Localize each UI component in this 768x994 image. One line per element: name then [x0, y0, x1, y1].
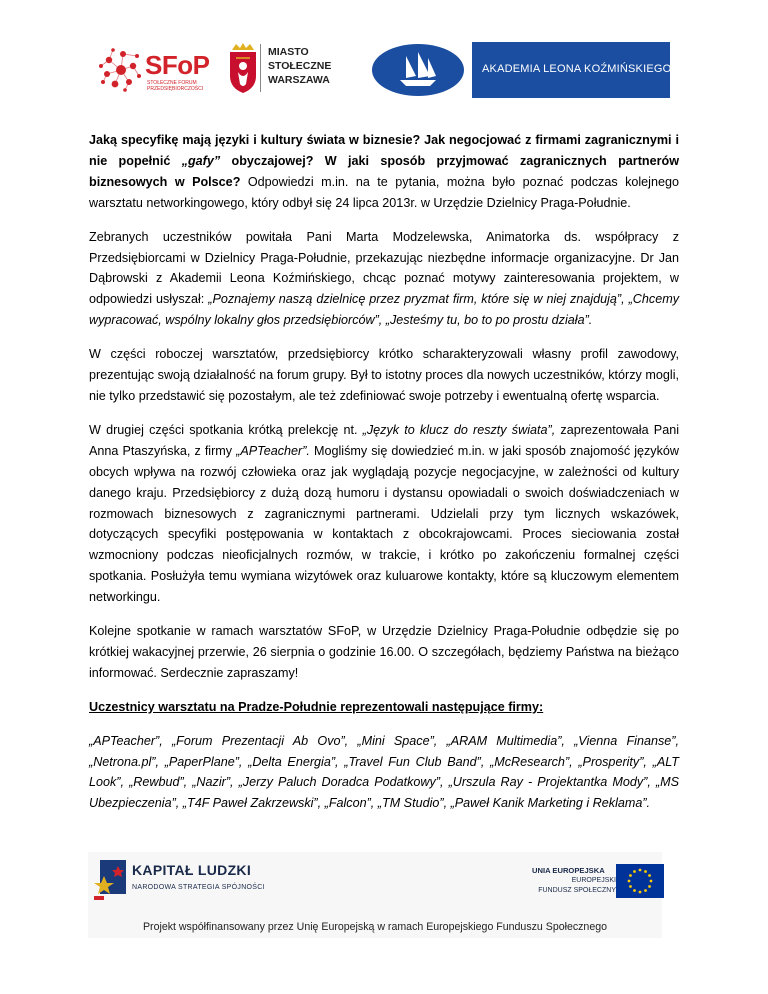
- intro-question-gafy: „gafy”: [181, 153, 221, 168]
- intro-question-2: obyczajowej? W jaki sposób przyjmować zagranicznych partnerów biznesowych w Polsce?: [89, 153, 679, 189]
- kapital-ludzki-subtitle: NARODOWA STRATEGIA SPÓJNOŚCI: [132, 884, 265, 891]
- eu-star: [644, 889, 647, 892]
- paragraph-lecture: [89, 420, 679, 608]
- participants-heading: Uczestnicy warsztatu na Pradze-Południe reprezentowali następujące firmy:: [89, 699, 544, 714]
- alk-name: AKADEMIA LEONA KOŹMIŃSKIEGO: [482, 63, 672, 75]
- lecture-e: Mogliśmy się dowiedzieć m.in. w jaki sposób znajomość języków obcych wpływa na rozwój człowieka oraz jak wyglądają pozycje negocjacyjne, w zależności od kultury danego kraju. Przedsiębiorcy z dużą dozą humoru i dystansu opowiadali o swoich doświadczeniach w rozmowach biznesowych z zagranicznymi partnerami. Udzielali przy tym licznych wskazówek, dotyczących specyfiki postępowania w kontaktach z obcokrajowcami. Proces sieciowania został wzmocniony podczas nieoficjalnych rozmów, w trakcie, i krótko po zakończeniu formalnej części spotkania. Posłużyła temu wymiana wizytówek oraz kuluarowe kontakty, które są kluczowym elementem networkingu.: [89, 443, 679, 605]
- kapital-ludzki-star-icon: [90, 856, 130, 904]
- warsaw-line1: MIASTO: [268, 46, 309, 58]
- warsaw-coat-of-arms-icon: [226, 42, 260, 94]
- lecture-company: „APTeacher”.: [236, 443, 310, 458]
- sfop-sub2: PRZEDSIĘBIORCZOŚCI: [147, 86, 204, 92]
- warsaw-line2: STOŁECZNE: [268, 60, 332, 72]
- welcome-text: Zebranych uczestników powitała Pani Marta Modzelewska, Animatorka ds. współpracy z Przedsiębiorcami w Dzielnicy Praga-Południe, przekazując niezbędne informacje organizacyjne. Dr Jan Dąbrowski z Akademii Leona Koźmińskiego, chcąc poznać motywy zainteresowania projektem, w odpowiedzi usłyszał:: [89, 229, 679, 307]
- eu-star: [644, 870, 647, 873]
- eu-star: [648, 885, 651, 888]
- lecture-title: „Język to klucz do reszty świata”,: [362, 422, 556, 437]
- project-cofinanced-note: Projekt współfinansowany przez Unię Europejską w ramach Europejskiego Funduszu Społecznego: [142, 921, 608, 933]
- warsaw-line3: WARSZAWA: [268, 74, 330, 86]
- eu-star: [633, 889, 636, 892]
- sfop-name: SFoP: [145, 50, 210, 80]
- sfop-sub1: STOŁECZNE FORUM: [147, 80, 197, 86]
- lecture-c: zaprezentowała Pani Anna Ptaszyńska, z firmy: [89, 422, 680, 458]
- eu-star: [628, 880, 631, 883]
- eu-star: [629, 874, 632, 877]
- intro-question-1: Jaką specyfikę mają języki i kultury świata w biznesie? Jak negocjować z firmami zagranicznymi i nie popełnić: [89, 133, 679, 168]
- welcome-quotes: „Poznajemy naszą dzielnicę przez pryzmat firm, które się w niej znajdują”, „Chcemy wypracować, wspólny lokalny głos przedsiębiorców”, „Jesteśmy tu, bo to po prostu działa”.: [89, 292, 679, 328]
- eu-star: [639, 869, 642, 872]
- alk-banner: [472, 42, 670, 98]
- paragraph-intro: [89, 130, 679, 214]
- sfop-logo: [95, 44, 213, 96]
- footer-eu-banner: [88, 852, 662, 938]
- warsaw-logo: [226, 42, 356, 98]
- paragraph-workshop: W części roboczej warsztatów, przedsiębiorcy krótko scharakteryzowali własny profil zawodowy, prezentując swoją działalność na forum grupy. Był to istotny proces dla nowych uczestników, którzy mogli, nie tylko przedstawić się pozostałym, ale też zdefiniować swoje potrzeby i ewentualną ofertę wsparcia.: [89, 347, 679, 403]
- eu-star: [629, 885, 632, 888]
- paragraph-welcome: [89, 227, 679, 332]
- ship-emblem-icon: [370, 42, 470, 98]
- ue-title: UNIA EUROPEJSKA: [532, 866, 605, 875]
- header-logos: [0, 0, 768, 120]
- ue-subtitle-1: EUROPEJSKI: [571, 877, 616, 884]
- ue-subtitle-2: FUNDUSZ SPOŁECZNY: [538, 887, 616, 894]
- alk-logo: [370, 42, 670, 98]
- lecture-a: W drugiej części spotkania krótką prelekcję nt.: [89, 422, 363, 437]
- intro-rest: Odpowiedzi m.in. na te pytania, można było poznać podczas kolejnego warsztatu networkingowego, który odbył się 24 lipca 2013r. w Urzędzie Dzielnicy Praga-Południe.: [89, 174, 679, 210]
- article-body: [89, 130, 679, 827]
- eu-star: [648, 874, 651, 877]
- paragraph-next-meeting: Kolejne spotkanie w ramach warsztatów SFoP, w Urzędzie Dzielnicy Praga-Południe odbędzie się po krótkiej wakacyjnej przerwie, 26 sierpnia o godzinie 16.00. O szczegółach, będziemy Państwa na bieżąco informować. Serdecznie zapraszamy!: [89, 624, 679, 680]
- eu-star: [639, 891, 642, 894]
- eu-star: [633, 870, 636, 873]
- kapital-ludzki-title: KAPITAŁ LUDZKI: [132, 862, 252, 878]
- participants-list: „APTeacher”, „Forum Prezentacji Ab Ovo”, „Mini Space”, „ARAM Multimedia”, „Vienna Finanse”, „Netrona.pl”, „PaperPlane”, „Delta Energia”, „Travel Fun Club Band”, „McResearch”, „Prosperity”, „ALT Look”, „Rewbud”, „Nazir”, „Jerzy Paluch Doradca Podatkowy”, „Urszula Ray - Projektantka Mody”, „MS Ubezpieczenia”, „T4F Paweł Zakrzewski”, „Falcon”, „TM Studio”, „Paweł Kanik Marketing i Reklama”.: [89, 733, 679, 811]
- eu-flag-icon: [616, 864, 664, 898]
- eu-star: [650, 880, 653, 883]
